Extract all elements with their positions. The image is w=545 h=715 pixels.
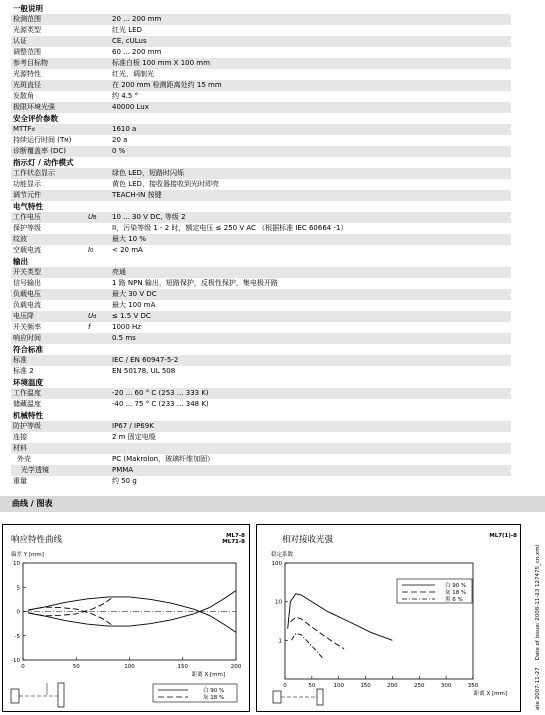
spec-row [11,190,511,201]
spec-value: 约 4.5 ° [112,92,139,100]
spec-row [11,179,511,190]
sensor-body-shape [11,689,19,703]
spec-row [11,47,511,58]
spec-label-text: 负载电压 [13,290,41,298]
spec-row [11,311,511,322]
spec-symbol-subscript: 0 [90,248,94,254]
spec-label [13,69,41,80]
x-tick-label: 50 [72,664,80,670]
response-curve-title: 响应特性曲线 [11,535,63,545]
spec-label-text: 检测范围 [13,15,41,23]
spec-label [13,234,27,245]
y-tick-label: -5 [14,633,20,640]
spec-label-text: 调节元件 [13,191,41,199]
spec-label [13,355,27,366]
spec-label [13,212,41,223]
x-tick-label: 300 [440,683,452,689]
spec-row [11,421,511,432]
received-light-title: 相对接收光强 [282,535,334,545]
spec-label [17,454,31,465]
spec-label-text: 电压降 [13,312,34,320]
side-text-issue: Date of issue: 2008-11-23 127475_cn.xml [535,544,541,661]
spec-label-text: 空载电流 [13,246,41,254]
spec-label-text: 标准 2 [13,367,34,375]
x-tick-label: 0 [283,683,287,689]
series-line-gray [290,617,344,649]
y-tick-label: 10 [275,599,282,606]
series-line-white [28,597,236,633]
spec-row [11,454,511,465]
spec-label [13,300,41,311]
spec-row [11,14,511,25]
series-line-black [291,634,322,659]
spec-label-text: 开关频率 [13,323,41,331]
series-line-white [288,594,393,641]
received-light-panel [256,524,521,712]
spec-value: 亮通 [112,268,126,276]
x-tick-label: 250 [414,683,425,689]
spec-value: 40000 Lux [112,103,149,111]
x-axis-label: 距离 X [mm] [473,691,507,697]
section-title: 一般说明 [13,4,43,13]
section-title: 安全评价参数 [13,114,58,123]
spec-value: IP67 / IP69K [112,422,154,430]
spec-value: 0.5 ms [112,334,136,342]
spec-value: < 20 mA [112,246,143,254]
received-light-chart [257,525,520,711]
spec-row [11,69,511,80]
spec-label [13,190,41,201]
sensor-sketch-icon [273,689,323,705]
spec-label-text: 外壳 [17,455,31,463]
legend-frame [153,684,237,702]
spec-row [11,124,511,135]
spec-row [11,102,511,113]
spec-value: II，污染等级 1 - 2 时，额定电压 ≤ 250 V AC （根据标准 IEC 60664 -1） [112,224,348,232]
y-tick-label: 100 [271,561,282,567]
x-tick-label: 200 [230,664,242,670]
legend [397,579,472,603]
spec-label [13,333,41,344]
spec-label-text: 光学透镜 [21,466,49,474]
spec-label-text: 工作状态显示 [13,169,55,177]
spec-value: EN 50178, UL 508 [112,367,176,375]
section-title: 机械特性 [13,411,43,420]
spec-label [13,25,41,36]
document-side-info [527,524,541,710]
spec-label [13,168,55,179]
spec-label [13,388,41,399]
x-tick-label: 150 [360,683,371,689]
spec-label [13,399,41,410]
spec-value: 20 ... 200 mm [112,15,162,23]
target-shape [317,689,323,705]
spec-label [13,179,41,190]
spec-label [13,36,27,47]
side-text-date: ate 2007-11-27 [535,667,541,710]
series-line-gray [28,597,113,616]
received-light-code: ML7(1)-8 [489,533,517,539]
spec-value: PC (Makrolon，玻璃纤维加固） [112,455,215,463]
spec-label-text: 光斑直径 [13,81,41,89]
spec-value: -20 ... 60 ° C (253 ... 333 K) [112,389,209,397]
spec-label-text: 光源特性 [13,70,41,78]
target-shape [58,683,64,707]
spec-label-text: 负载电流 [13,301,41,309]
y-axis-label: 稳定系数 [271,552,294,558]
spec-label-text: 工作温度 [13,389,41,397]
spec-value: 1610 a [112,125,137,133]
spec-value: CE, cULus [112,37,147,45]
spec-row [11,399,511,410]
spec-value: 黄色 LED，接收器接收到光时即亮 [112,180,219,188]
spec-label-text: 极限环境光强 [13,103,55,111]
spec-value: ≤ 1.5 V DC [112,312,151,320]
spec-symbol-text: U [88,312,94,320]
x-tick-label: 100 [124,664,135,670]
y-tick-label: -10 [11,658,20,664]
spec-row [11,36,511,47]
legend-label: 白 90 % [203,688,225,694]
legend [153,684,237,702]
spec-row [11,366,511,377]
section-title: 符合标准 [13,345,43,354]
x-tick-label: 150 [177,664,188,670]
spec-label-text: 持续运行时间 (T [13,136,65,144]
spec-label [13,267,41,278]
spec-row [11,300,511,311]
x-axis-label: 距离 X [mm] [191,672,225,678]
spec-value: 1 路 NPN 输出，短路保护，反极性保护，集电极开路 [112,279,278,287]
spec-row [11,168,511,179]
x-tick-label: 200 [387,683,398,689]
spec-value: 1000 Hz [112,323,141,331]
curves-section-header [0,496,545,512]
spec-value: 红光，调制光 [112,70,154,78]
spec-row [11,388,511,399]
y-axis-label: 偏差 Y [mm] [11,552,44,558]
series-line-gray [28,607,113,626]
spec-label-text: 参考目标物 [13,59,48,67]
spec-symbol [88,322,90,333]
spec-label-text: 响应时间 [13,334,41,342]
response-code-1: ML7-8 [226,533,245,539]
section-title: 指示灯 / 动作模式 [13,158,74,167]
spec-label [13,432,27,443]
spec-label [13,278,41,289]
spec-value: 10 ... 30 V DC, 等级 2 [112,213,186,221]
spec-value: IEC / EN 60947-5-2 [112,356,179,364]
y-tick-label: 10 [13,561,20,567]
spec-row [11,146,511,157]
legend-label: 灰 18 % [203,695,225,701]
legend-label: 灰 18 % [445,590,467,596]
spec-label-text: 光源类型 [13,26,41,34]
spec-value: 最大 30 V DC [112,290,157,298]
spec-symbol [88,245,93,257]
spec-label-tail: ) [68,136,72,144]
spec-label [13,311,34,322]
spec-value: TEACH-IN 按键 [112,191,162,199]
spec-value: 红光 LED [112,26,142,34]
spec-value: PMMA [112,466,134,474]
spec-label [13,58,48,69]
spec-label [13,476,27,487]
spec-label [13,443,27,454]
spec-label-text: 重量 [13,477,27,485]
spec-row [11,355,511,366]
spec-row [11,333,511,344]
spec-label-text: 纹波 [13,235,27,243]
spec-label-text: 开关类型 [13,268,41,276]
response-curve-chart [3,525,249,711]
spec-label-text: 调整范围 [13,48,41,56]
spec-label [13,14,41,25]
section-title: 环境温度 [13,378,43,387]
spec-row [11,443,511,454]
spec-table [11,3,511,487]
sensor-sketch-icon [11,683,64,707]
spec-label [13,245,41,256]
spec-label-subscript: d [31,127,35,133]
spec-row [11,80,511,91]
spec-row [11,223,511,234]
spec-label [13,146,66,157]
spec-label [21,465,49,476]
section-title: 输出 [13,257,28,266]
y-tick-label: 5 [16,585,20,592]
spec-label-subscript: M [64,138,69,144]
spec-label-text: 防护等级 [13,422,41,430]
spec-row [11,267,511,278]
spec-symbol-text: f [88,323,91,331]
spec-label [13,47,41,58]
spec-label-text: 连接 [13,433,27,441]
spec-value: 在 200 mm 检测距离处约 15 mm [112,81,222,89]
legend-label: 黑 6 % [445,597,463,603]
spec-symbol-text: I [88,246,91,254]
spec-symbol-text: U [88,213,94,221]
spec-value: 60 ... 200 mm [112,48,162,56]
spec-label [13,289,41,300]
legend-label: 白 90 % [445,583,467,589]
y-tick-label: 0 [16,609,20,616]
spec-label-text: 诊断覆盖率 (DC) [13,147,66,155]
spec-row [11,432,511,443]
spec-row [11,135,511,146]
spec-row [11,91,511,102]
spec-value: 0 % [112,147,126,155]
spec-label [13,80,41,91]
spec-label-text: 信号输出 [13,279,41,287]
spec-label-text: 标准 [13,356,27,364]
spec-row [11,212,511,223]
spec-row [11,58,511,69]
x-tick-label: 350 [467,683,479,689]
spec-value: 绿色 LED，短路时闪烁 [112,169,184,177]
spec-row [11,245,511,256]
spec-row [11,322,511,333]
spec-label [13,91,34,102]
spec-row [11,465,511,476]
spec-row [11,234,511,245]
x-tick-label: 0 [21,664,25,670]
spec-symbol-subscript: d [93,314,97,320]
series-line-white [28,591,236,627]
spec-value: 2 m 固定电缆 [112,433,156,441]
spec-value: 20 a [112,136,128,144]
spec-label-text: MTTF [13,125,32,133]
spec-label-text: 材料 [13,444,27,452]
spec-label [13,102,55,113]
x-tick-label: 100 [333,683,344,689]
spec-label [13,421,41,432]
spec-symbol-subscript: B [93,215,97,221]
spec-value: 最大 10 % [112,235,147,243]
spec-label-text: 功能显示 [13,180,41,188]
spec-label-text: 认证 [13,37,27,45]
spec-value: 最大 100 mA [112,301,156,309]
sensor-body-shape [273,691,281,703]
spec-label [13,223,41,234]
spec-value: 标准白板 100 mm X 100 mm [112,59,210,67]
spec-value: -40 ... 75 ° C (233 ... 348 K) [112,400,209,408]
plot-frame [285,563,473,679]
section-title: 电气特性 [13,202,43,211]
spec-label-text: 储藏温度 [13,400,41,408]
spec-row [11,476,511,487]
response-code-2: ML71-8 [222,539,245,545]
spec-row [11,278,511,289]
x-tick-label: 50 [308,683,316,689]
spec-row [11,289,511,300]
spec-label-text: 保护等级 [13,224,41,232]
curves-header-title: 曲线 / 图表 [12,499,53,508]
spec-label [13,366,34,377]
spec-label-text: 发散角 [13,92,34,100]
spec-row [11,25,511,36]
spec-label [13,322,41,333]
y-tick-label: 1 [278,638,282,645]
spec-value: 约 50 g [112,477,137,485]
response-curve-panel [2,524,250,712]
spec-label-text: 工作电压 [13,213,41,221]
